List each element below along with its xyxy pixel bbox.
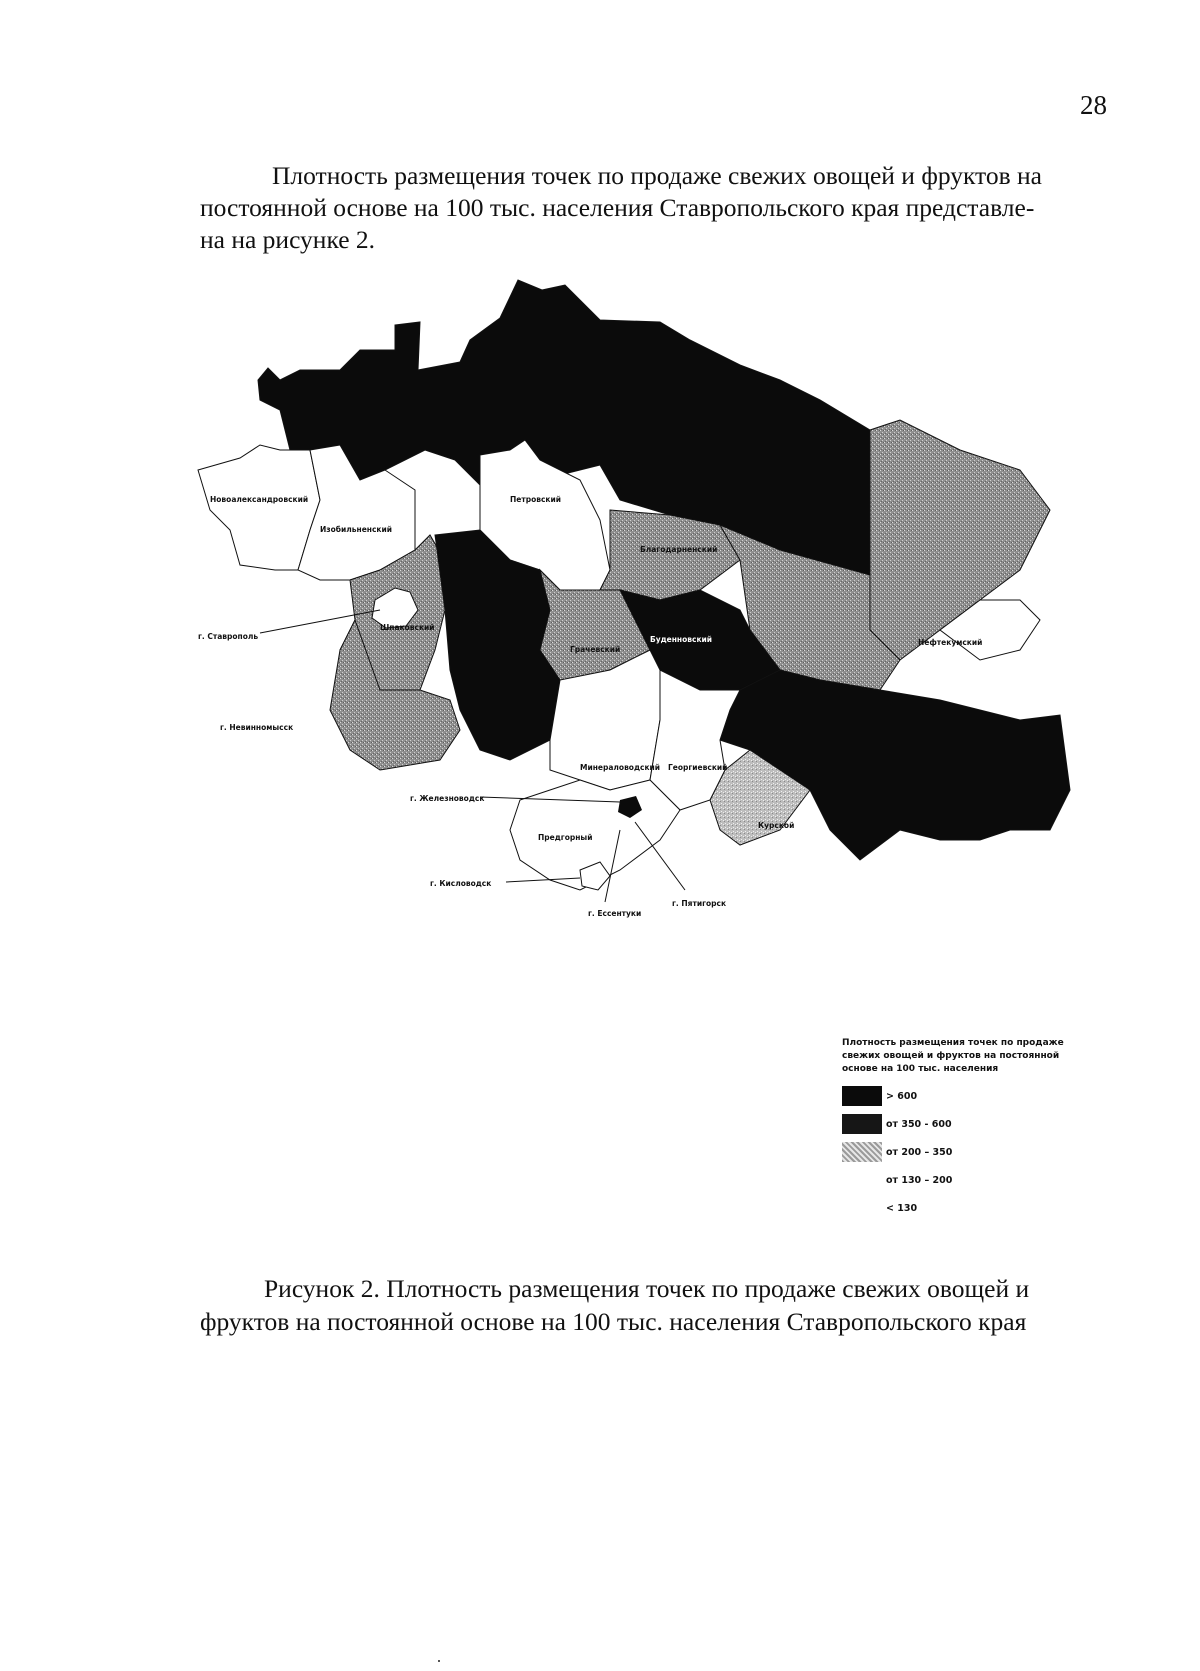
legend-label: от 350 - 600 xyxy=(886,1118,952,1130)
legend-swatch-white xyxy=(842,1198,882,1218)
legend-swatch-gray xyxy=(842,1142,882,1162)
caption-line: фруктов на постоянной основе на 100 тыс. населения Ставропольского края xyxy=(200,1307,1027,1336)
label-city-stavropol: г. Ставрополь xyxy=(198,632,259,641)
legend-swatch-dark xyxy=(842,1114,882,1134)
label-izobilnensky: Изобильненский xyxy=(320,525,393,534)
legend-title xyxy=(842,1037,1132,1076)
legend-item xyxy=(842,1166,1132,1194)
legend-item xyxy=(842,1082,1132,1110)
label-blagodarnensky: Благодарненский xyxy=(640,545,718,554)
label-city-essentuki: г. Ессентуки xyxy=(588,909,642,918)
caption-line: Рисунок 2. Плотность размещения точек по продаже свежих овощей и xyxy=(264,1274,1030,1303)
legend-swatch-black xyxy=(842,1086,882,1106)
legend-swatch-light xyxy=(842,1170,882,1190)
label-neftekumsky: Нефтекумский xyxy=(918,638,983,647)
intro-line: на на рисунке 2. xyxy=(200,225,376,254)
intro-line: постоянной основе на 100 тыс. населения Ставропольского края представле- xyxy=(200,193,1035,222)
figure-caption xyxy=(200,1272,1118,1338)
district-novoalexandrovsky xyxy=(198,445,320,570)
label-city-kislovodsk: г. Кисловодск xyxy=(430,879,492,888)
map-svg xyxy=(180,270,1140,980)
label-city-zheleznovodsk: г. Железноводск xyxy=(410,794,485,803)
legend-label: > 600 xyxy=(886,1090,918,1102)
legend-item xyxy=(842,1194,1132,1222)
label-predgorny: Предгорный xyxy=(538,833,593,842)
label-budennovsky: Буденновский xyxy=(650,635,713,644)
legend-title-line: свежих овощей и фруктов на постоянной xyxy=(842,1051,1060,1061)
label-grachevsky: Грачевский xyxy=(570,645,621,654)
stavropol-density-map xyxy=(180,270,1140,980)
legend-label: от 200 – 350 xyxy=(886,1146,953,1158)
intro-paragraph xyxy=(200,160,1118,256)
label-city-nevinnomyssk: г. Невинномысск xyxy=(220,723,294,732)
map-legend xyxy=(842,1037,1132,1222)
legend-title-line: основе на 100 тыс. населения xyxy=(842,1064,999,1074)
scan-speck xyxy=(438,1660,440,1662)
legend-item xyxy=(842,1138,1132,1166)
label-novoalexandrovsky: Новоалександровский xyxy=(210,495,309,504)
label-city-pyatigorsk: г. Пятигорск xyxy=(672,899,727,908)
legend-label: < 130 xyxy=(886,1202,918,1214)
page-number: 28 xyxy=(1080,90,1107,120)
legend-title-line: Плотность размещения точек по продаже xyxy=(842,1038,1064,1048)
intro-line: Плотность размещения точек по продаже свежих овощей и фруктов на xyxy=(272,161,1042,190)
label-shpakovsky: Шпаковский xyxy=(380,623,435,632)
legend-item xyxy=(842,1110,1132,1138)
label-mineralovodsky: Минераловодский xyxy=(580,763,661,772)
label-georgievsky: Георгиевский xyxy=(668,763,728,772)
legend-label: от 130 – 200 xyxy=(886,1174,953,1186)
label-petrovsky: Петровский xyxy=(510,495,562,504)
label-kurskoy: Курской xyxy=(758,821,795,830)
